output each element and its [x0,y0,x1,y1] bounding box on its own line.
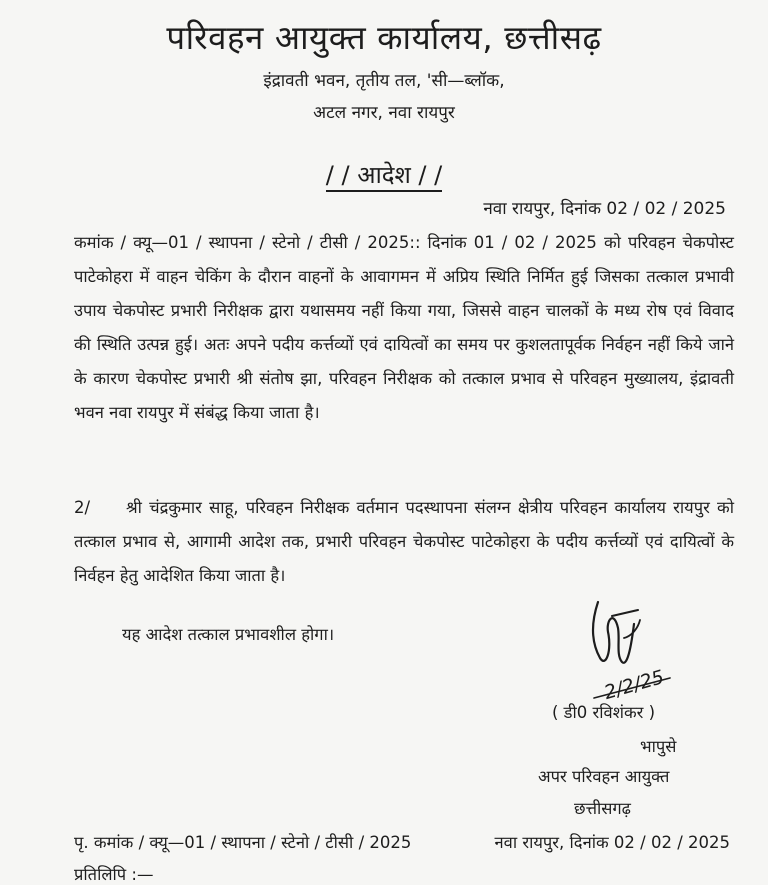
handwritten-signature [520,580,720,710]
signatory-state: छत्तीसगढ़ [574,799,631,818]
order-date: नवा रायपुर, दिनांक 02 / 02 / 2025 [483,199,726,219]
address-line-2: अटल नगर, नवा रायपुर [313,103,455,123]
copy-to-label: प्रतिलिपि :— [74,865,154,884]
signatory-service: भापुसे [640,737,677,756]
address-line-1: इंद्रावती भवन, तृतीय तल, 'सी—ब्लॉक, [263,71,505,91]
paragraph-2-number: 2/ [74,498,91,517]
endorsement-date: नवा रायपुर, दिनांक 02 / 02 / 2025 [494,833,730,852]
paragraph-2-text: श्री चंद्रकुमार साहू, परिवहन निरीक्षक वर्तमान पदस्थापना संलग्न क्षेत्रीय परिवहन कार्यालय रायपुर को तत्काल प्रभाव से, आगामी आदेश तक, प्रभारी परिवहन चेकपोस्ट पाटेकोहरा के पदीय कर्त्तव्यों एवं दायित्वों के निर्वहन हेतु आदेशित किया जाता है। [74,498,734,585]
endorsement-reference: पृ. कमांक / क्यू—01 / स्थापना / स्टेनो / टीसी / 2025 [74,833,412,852]
order-title [0,158,768,191]
order-title-text: / / आदेश / / [326,161,442,192]
signatory-designation: अपर परिवहन आयुक्त [538,767,670,786]
signature-date: 2/2/25 [601,666,667,705]
order-paragraph-2 [74,491,734,593]
office-title: परिवहन आयुक्त कार्यालय, छत्तीसढ़ [166,18,602,57]
closing-statement: यह आदेश तत्काल प्रभावशील होगा। [122,625,335,644]
signatory-name: ( डी0 रविशंकर ) [552,703,656,722]
order-paragraph-1: कमांक / क्यू—01 / स्थापना / स्टेनो / टीसी / 2025:: दिनांक 01 / 02 / 2025 को परिवहन चेकपोस्ट पाटेकोहरा में वाहन चेकिंग के दौरान वाहनों के आवागमन में अप्रिय स्थिति निर्मित हुई जिसका तत्काल प्रभावी उपाय चेकपोस्ट प्रभारी निरीक्षक द्वारा यथासमय नहीं किया गया, जिससे वाहन चालकों के मध्य रोष एवं विवाद की स्थिति उत्पन्न हुई। अतः अपने पदीय कर्त्तव्यों एवं दायित्वों का समय पर कुशलतापूर्वक निर्वहन नहीं किये जाने के कारण चेकपोस्ट प्रभारी श्री संतोष झा, परिवहन निरीक्षक को तत्काल प्रभाव से परिवहन मुख्यालय, इंद्रावती भवन नवा रायपुर में संबंद्ध किया जाता है। [74,233,734,422]
